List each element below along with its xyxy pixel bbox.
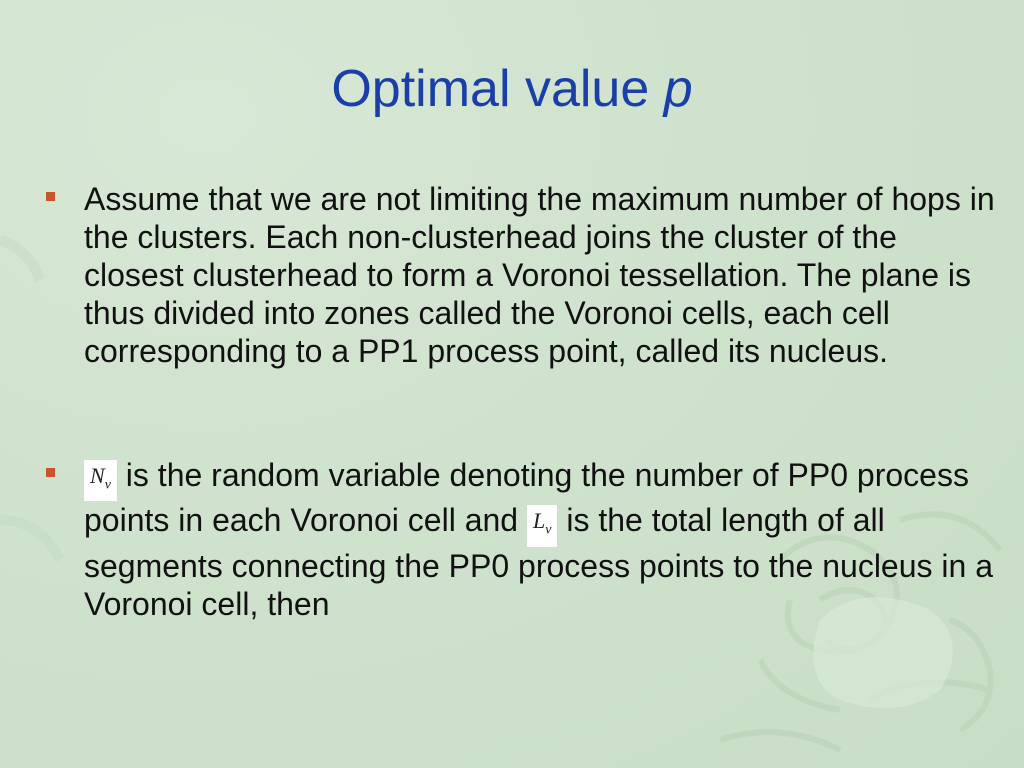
formula-nv-main: N (90, 463, 105, 488)
bullet-text-part2: is the total length of all segments connecting the PP0 process points to the nucleus in a Voronoi cell, then (84, 502, 993, 622)
title-text: Optimal value (331, 60, 664, 118)
bullet-text: Assume that we are not limiting the maximum number of hops in the clusters. Each non-clusterhead joins the cluster of the closest clusterhead to form a Voronoi tessellation. The plane is thus divided into zones called the Voronoi cells, each cell corresponding to a PP1 process point, called its nucleus. (84, 181, 995, 369)
slide-title (0, 58, 1024, 120)
formula-nv (84, 460, 117, 501)
formula-nv-subscript: v (104, 477, 111, 493)
title-variable: p (663, 60, 693, 118)
bullet-text-part1: is the random variable denoting the number of PP0 process points in each Voronoi cell and (84, 457, 969, 539)
formula-lv-subscript: v (545, 522, 552, 538)
formula-lv (527, 505, 557, 546)
bullet-square-icon (46, 192, 55, 201)
formula-lv-main: L (532, 508, 546, 534)
bullet-text (84, 456, 1004, 623)
bullet-square-icon (46, 468, 55, 477)
